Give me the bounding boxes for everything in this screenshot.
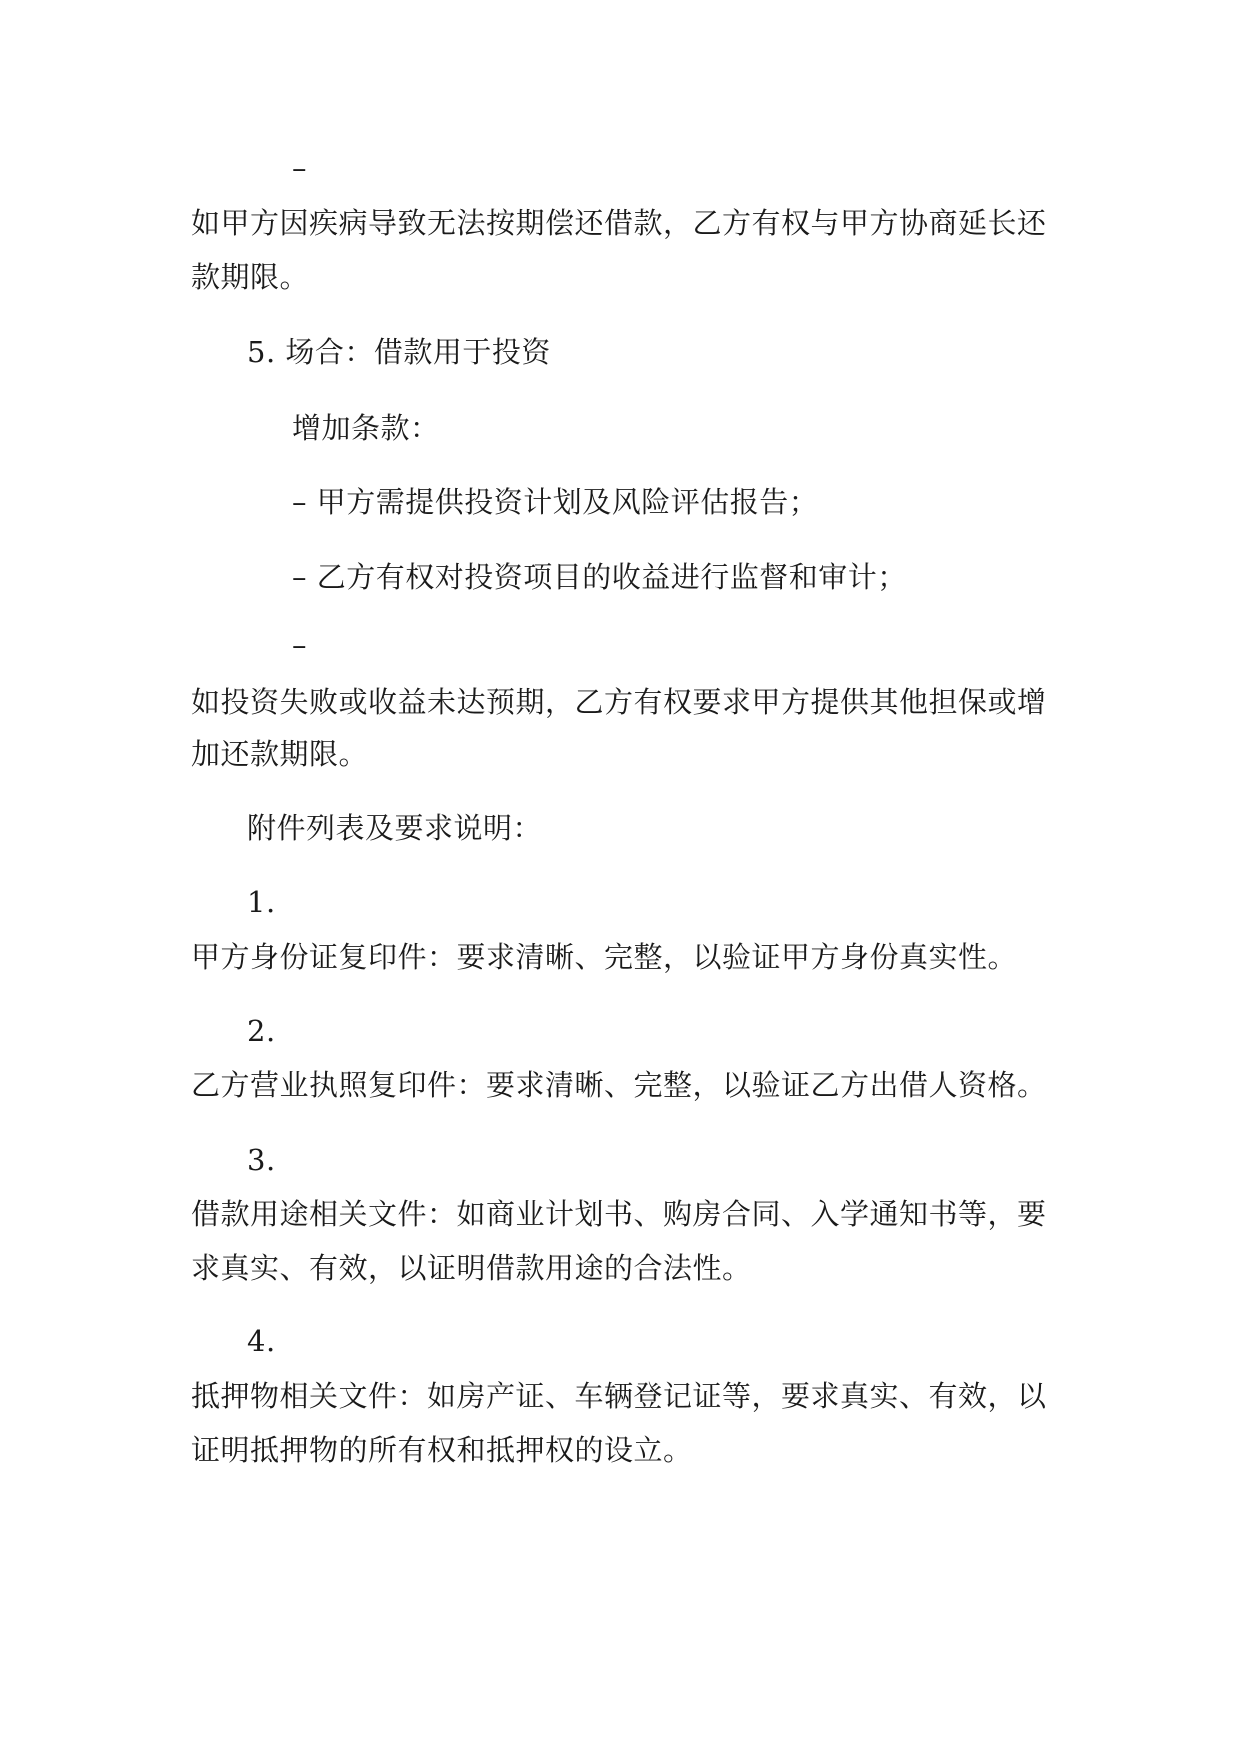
attachment-2-number: 2. — [247, 1014, 276, 1048]
case4-clause-text-line-1: 如甲方因疾病导致无法按期偿还借款，乙方有权与甲方协商延长还 — [191, 206, 1047, 240]
attachment-2-text-line-1: 乙方营业执照复印件：要求清晰、完整，以验证乙方出借人资格。 — [191, 1068, 1047, 1102]
attachments-heading: 附件列表及要求说明： — [247, 811, 543, 845]
attachment-3-number: 3. — [247, 1143, 276, 1177]
attachment-1-number: 1. — [247, 885, 276, 919]
case5-clause-text-line-2: 加还款期限。 — [191, 737, 369, 771]
attachment-4-text-line-2: 证明抵押物的所有权和抵押权的设立。 — [191, 1433, 693, 1467]
case4-dash-marker: – — [292, 151, 307, 185]
attachment-3-text-line-2: 求真实、有效，以证明借款用途的合法性。 — [191, 1251, 752, 1285]
attachment-1-text-line-1: 甲方身份证复印件：要求清晰、完整，以验证甲方身份真实性。 — [191, 940, 1018, 974]
attachment-3-text-line-1: 借款用途相关文件：如商业计划书、购房合同、入学通知书等，要 — [191, 1197, 1047, 1231]
case5-clause-text-line-1: 如投资失败或收益未达预期，乙方有权要求甲方提供其他担保或增 — [191, 685, 1047, 719]
attachment-4-text-line-1: 抵押物相关文件：如房产证、车辆登记证等，要求真实、有效，以 — [191, 1379, 1047, 1413]
case5-added-terms-label: 增加条款： — [292, 411, 440, 445]
case4-clause-text-line-2: 款期限。 — [191, 260, 310, 294]
case5-clause-1: – 甲方需提供投资计划及风险评估报告； — [292, 485, 819, 519]
case5-heading: 5. 场合：借款用于投资 — [247, 335, 551, 369]
case5-clause-2: – 乙方有权对投资项目的收益进行监督和审计； — [292, 560, 907, 594]
attachment-4-number: 4. — [247, 1324, 276, 1358]
case5-dash-marker: – — [292, 628, 307, 662]
